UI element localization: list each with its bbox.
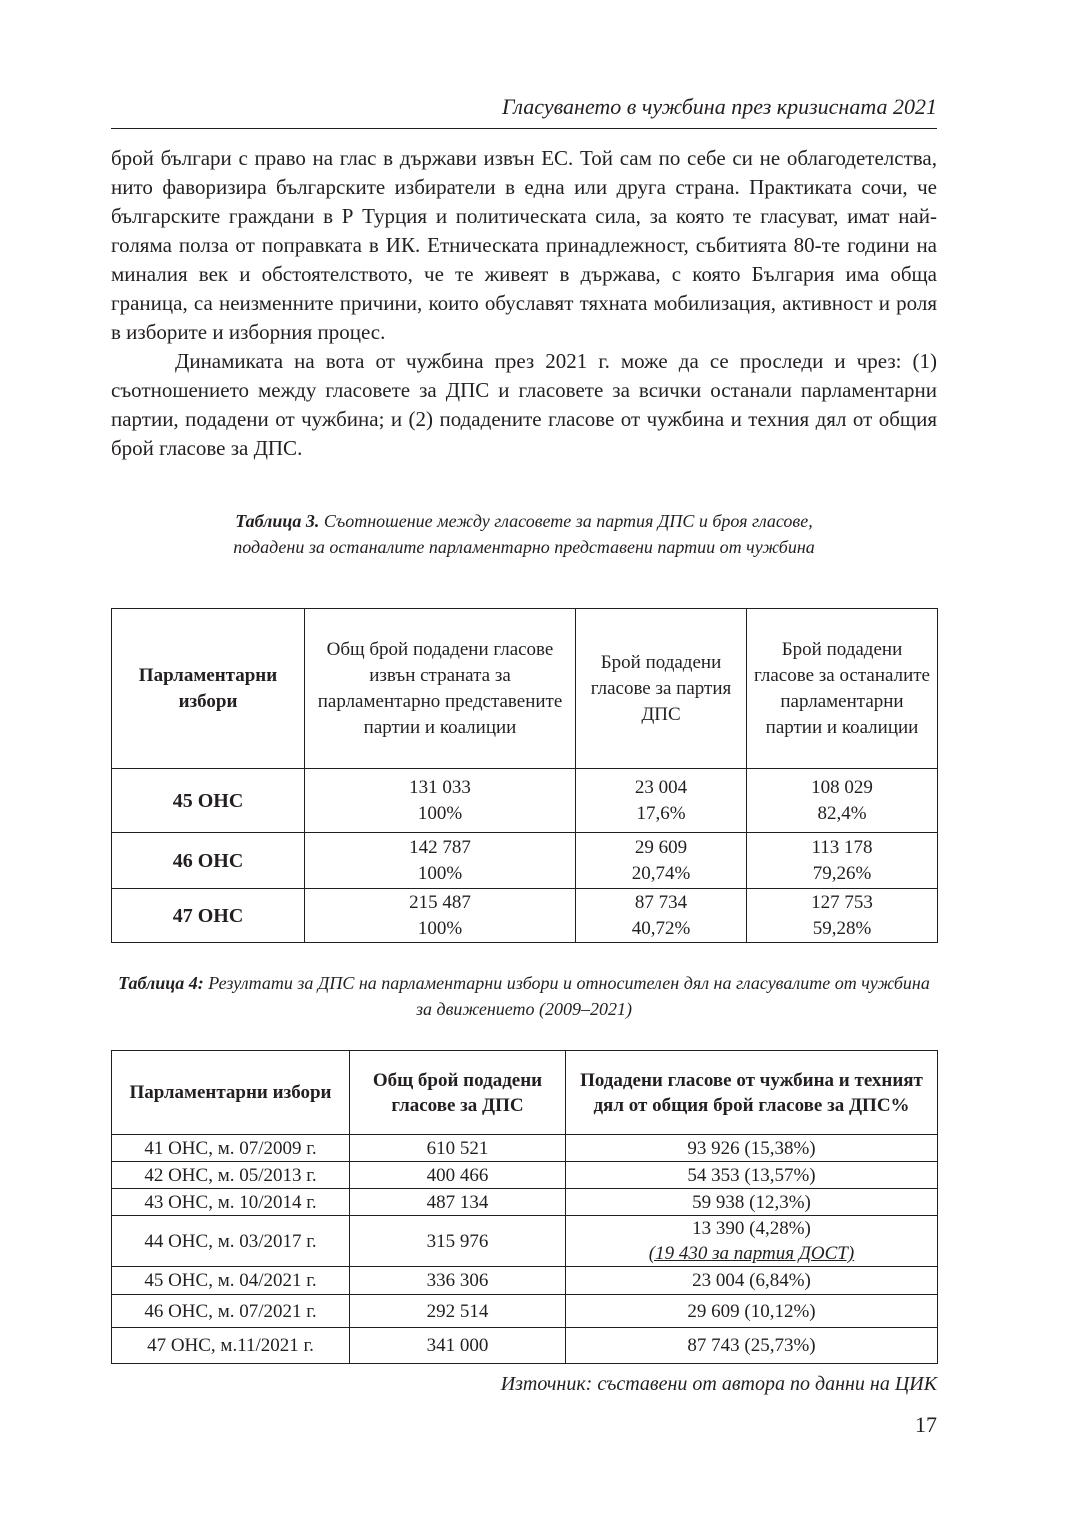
total-cell: 142 787 100% bbox=[305, 833, 576, 889]
source-note: Източник: съставени от автора по данни на ЦИК bbox=[500, 1373, 937, 1395]
table-row bbox=[112, 1328, 938, 1364]
table-row bbox=[112, 1267, 938, 1295]
table3-caption-label: Таблица 3. bbox=[235, 511, 320, 531]
table-row bbox=[112, 1135, 938, 1162]
election-cell: 47 ОНС, м.11/2021 г. bbox=[112, 1328, 350, 1364]
election-cell: 44 ОНС, м. 03/2017 г. bbox=[112, 1216, 350, 1267]
election-cell: 42 ОНС, м. 05/2013 г. bbox=[112, 1162, 350, 1189]
table3-header-total: Общ брой подадени гласове извън страната за парламентарно представените партии и коалиции bbox=[305, 609, 576, 769]
paragraph-2: Динамиката на вота от чужбина през 2021 г. може да се проследи и чрез: (1) съотношението между гласовете за ДПС и гласовете за всички останали парламентарни партии, подадени от чужбина; и (2) подадените гласове от чужбина и техния дял от общия брой гласове за ДПС. bbox=[111, 349, 937, 460]
others-cell: 113 178 79,26% bbox=[747, 833, 938, 889]
total-cell: 215 487 100% bbox=[305, 889, 576, 943]
abroad-cell: 87 743 (25,73%) bbox=[566, 1328, 938, 1364]
table3-caption-text: Съотношение между гласовете за партия ДПС и броя гласове, подадени за останалите парламентарно представени партии от чужбина bbox=[233, 511, 815, 557]
total-cell: 131 033 100% bbox=[305, 769, 576, 833]
table4-caption-text: Резултати за ДПС на парламентарни избори и относителен дял на гласувалите от чужбина за движението (2009–2021) bbox=[208, 973, 930, 1019]
table-row bbox=[112, 1162, 938, 1189]
dost-note: (19 430 за партия ДОСТ) bbox=[648, 1243, 855, 1264]
table3-header-row bbox=[112, 609, 938, 769]
abroad-value: 13 390 (4,28%) bbox=[692, 1218, 811, 1239]
abroad-cell: 23 004 (6,84%) bbox=[566, 1267, 938, 1295]
dps-cell: 29 609 20,74% bbox=[576, 833, 747, 889]
total-cell: 610 521 bbox=[350, 1135, 566, 1162]
table-row bbox=[112, 833, 938, 889]
running-header: Гласуването в чужбина през кризисната 2021 bbox=[111, 92, 937, 129]
others-cell: 108 029 82,4% bbox=[747, 769, 938, 833]
table-3 bbox=[111, 608, 938, 943]
total-cell: 292 514 bbox=[350, 1295, 566, 1328]
election-cell: 43 ОНС, м. 10/2014 г. bbox=[112, 1189, 350, 1216]
others-cell: 127 753 59,28% bbox=[747, 889, 938, 943]
total-cell: 315 976 bbox=[350, 1216, 566, 1267]
election-cell: 46 ОНС, м. 07/2021 г. bbox=[112, 1295, 350, 1328]
table4-header-row bbox=[112, 1051, 938, 1135]
election-cell: 45 ОНС bbox=[112, 769, 305, 833]
total-cell: 341 000 bbox=[350, 1328, 566, 1364]
abroad-cell: 54 353 (13,57%) bbox=[566, 1162, 938, 1189]
election-cell: 47 ОНС bbox=[112, 889, 305, 943]
table3-header-dps: Брой подадени гласове за партия ДПС bbox=[576, 609, 747, 769]
table4-header-election: Парламентарни избори bbox=[112, 1051, 350, 1135]
table-row bbox=[112, 1189, 938, 1216]
table-4 bbox=[111, 1050, 938, 1364]
abroad-cell: 59 938 (12,3%) bbox=[566, 1189, 938, 1216]
abroad-cell bbox=[566, 1216, 938, 1267]
election-cell: 45 ОНС, м. 04/2021 г. bbox=[112, 1267, 350, 1295]
table4-caption-label: Таблица 4: bbox=[118, 973, 204, 993]
page-number: 17 bbox=[915, 1412, 937, 1437]
table-row bbox=[112, 1295, 938, 1328]
body-text bbox=[111, 144, 937, 463]
paragraph-1: брой българи с право на глас в държави извън ЕС. Той сам по себе си не облагодетелства, нито фаворизира българските избиратели в една или друга страна. Практиката сочи, че българските граждани в Р Турция и политическата сила, за която те гласуват, имат най-голяма полза от поправката в ИК. Етническата принадлежност, събитията 80-те години на миналия век и обстоятелството, че те живеят в държава, с която България има обща граница, са неизменните причини, които обуславят тяхната мобилизация, активност и роля в изборите и изборния процес. bbox=[111, 146, 937, 344]
total-cell: 336 306 bbox=[350, 1267, 566, 1295]
table-row bbox=[112, 889, 938, 943]
table3-header-others: Брой подадени гласове за останалите парламентарни партии и коалиции bbox=[747, 609, 938, 769]
table4-header-abroad: Подадени гласове от чужбина и техният дял от общия брой гласове за ДПС% bbox=[566, 1051, 938, 1135]
abroad-cell: 29 609 (10,12%) bbox=[566, 1295, 938, 1328]
election-cell: 46 ОНС bbox=[112, 833, 305, 889]
table3-header-election: Парламентарни избори bbox=[112, 609, 305, 769]
table-row bbox=[112, 1216, 938, 1267]
dps-cell: 87 734 40,72% bbox=[576, 889, 747, 943]
election-cell: 41 ОНС, м. 07/2009 г. bbox=[112, 1135, 350, 1162]
total-cell: 400 466 bbox=[350, 1162, 566, 1189]
table4-caption bbox=[111, 970, 937, 1022]
table3-caption bbox=[231, 508, 817, 560]
table4-header-total: Общ брой подадени гласове за ДПС bbox=[350, 1051, 566, 1135]
dps-cell: 23 004 17,6% bbox=[576, 769, 747, 833]
abroad-cell: 93 926 (15,38%) bbox=[566, 1135, 938, 1162]
table-row bbox=[112, 769, 938, 833]
total-cell: 487 134 bbox=[350, 1189, 566, 1216]
